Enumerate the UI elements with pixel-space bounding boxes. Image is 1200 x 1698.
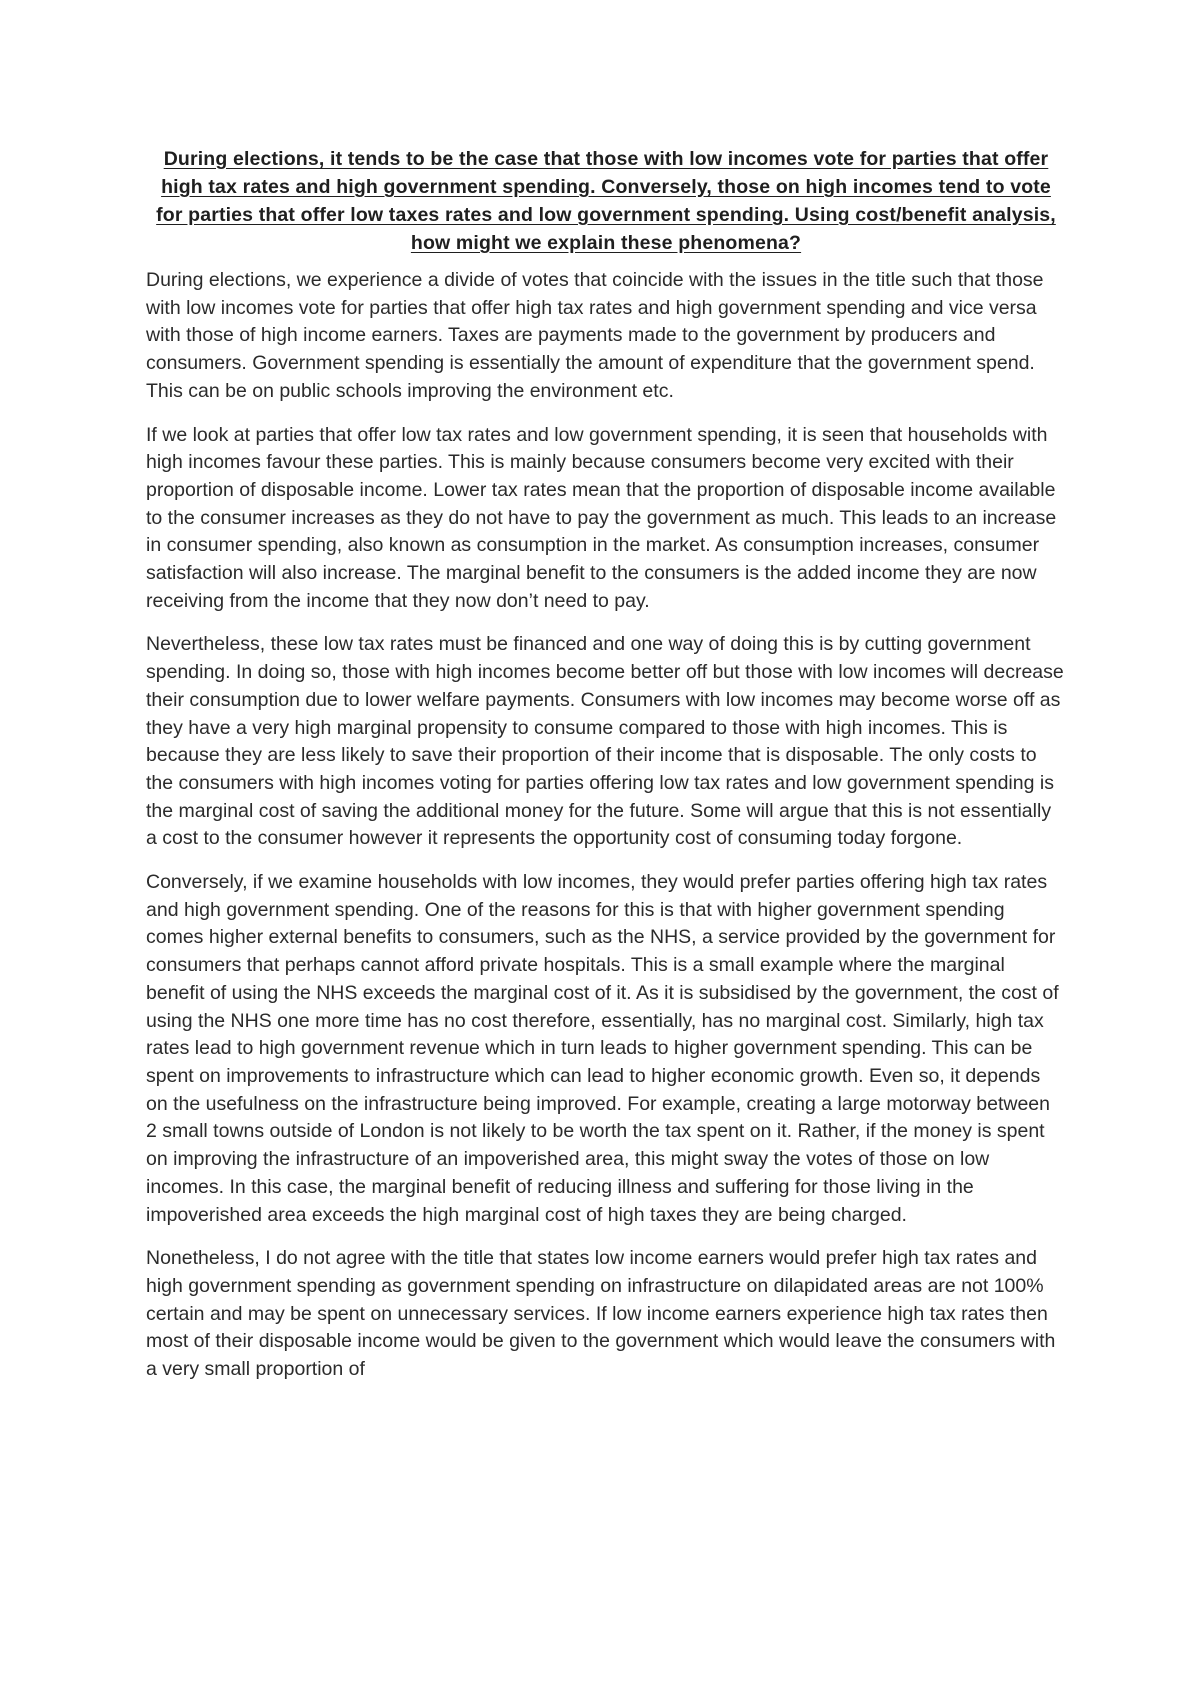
- document-body: [146, 145, 1066, 1400]
- paragraph-1: During elections, we experience a divide of votes that coincide with the issues in the title such that those with low incomes vote for parties that offer high tax rates and high government spending and vice versa with those of high income earners. Taxes are payments made to the government by producers and consumers. Government spending is essentially the amount of expenditure that the government spend. This can be on public schools improving the environment etc.: [146, 269, 1044, 402]
- paragraph-2: If we look at parties that offer low tax rates and low government spending, it is seen that households with high incomes favour these parties. This is mainly because consumers become very excited with their proportion of disposable income. Lower tax rates mean that the proportion of disposable income available to the consumer increases as they do not have to pay the government as much. This leads to an increase in consumer spending, also known as consumption in the market. As consumption increases, consumer satisfaction will also increase. The marginal benefit to the consumers is the added income they are now receiving from the income that they now don’t need to pay.: [146, 423, 1057, 612]
- paragraph-4: Conversely, if we examine households with low incomes, they would prefer parties offering high tax rates and high government spending. One of the reasons for this is that with higher government spending comes higher external benefits to consumers, such as the NHS, a service provided by the government for consumers that perhaps cannot afford private hospitals. This is a small example where the marginal benefit of using the NHS exceeds the marginal cost of it. As it is subsidised by the government, the cost of using the NHS one more time has no cost therefore, essentially, has no marginal cost. Similarly, high tax rates lead to high government revenue which in turn leads to higher government spending. This can be spent on improvements to infrastructure which can lead to higher economic growth. Even so, it depends on the usefulness on the infrastructure being improved. For example, creating a large motorway between 2 small towns outside of London is not likely to be worth the tax spent on it. Rather, if the money is spent on improving the infrastructure of an impoverished area, this might sway the votes of those on low incomes. In this case, the marginal benefit of reducing illness and suffering for those living in the impoverished area exceeds the high marginal cost of high taxes they are being charged.: [146, 871, 1059, 1226]
- essay-question-title: During elections, it tends to be the case that those with low incomes vote for parties that offer high tax rates and high government spending. Conversely, those on high incomes tend to vote for parties that offer low taxes rates and low government spending. Using cost/benefit analysis, how might we explain these phenomena?: [156, 148, 1056, 254]
- paragraph-3: Nevertheless, these low tax rates must be financed and one way of doing this is by cutting government spending. In doing so, those with high incomes become better off but those with low incomes will decrease their consumption due to lower welfare payments. Consumers with low incomes may become worse off as they have a very high marginal propensity to consume compared to those with high incomes. This is because they are less likely to save their proportion of their income that is disposable. The only costs to the consumers with high incomes voting for parties offering low tax rates and low government spending is the marginal cost of saving the additional money for the future. Some will argue that this is not essentially a cost to the consumer however it represents the opportunity cost of consuming today forgone.: [146, 633, 1064, 850]
- paragraph-5: Nonetheless, I do not agree with the title that states low income earners would prefer high tax rates and high government spending as government spending on infrastructure on dilapidated areas are not 100% certain and may be spent on unnecessary services. If low income earners experience high tax rates then most of their disposable income would be given to the government which would leave the consumers with a very small proportion of: [146, 1247, 1056, 1381]
